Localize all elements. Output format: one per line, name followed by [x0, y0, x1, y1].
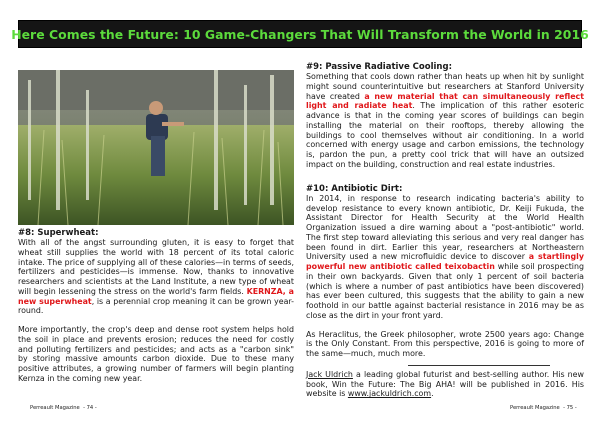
footer-left [30, 405, 97, 411]
footer-right [510, 405, 577, 411]
footer-left-page-number: - 74 - [83, 405, 97, 411]
right-column [306, 62, 584, 399]
section-10-paragraph-2: As Heraclitus, the Greek philosopher, wrote 2500 years ago: Change is the Only Constant. From this perspective, 2016 is going to more of the same—much, much more. [306, 329, 584, 359]
section-10-paragraph-1 [306, 194, 584, 321]
footer-left-magazine: Perreault Magazine [30, 405, 80, 411]
title-banner [11, 20, 589, 48]
teixobactin-highlight: a startlingly powerful new antibiotic called teixobactin [306, 252, 584, 272]
section-10-text-b: while soil prospecting in their own backyards. Given that only 1 percent of soil bacteria (which is where a number of past antibiotics have been discovered) has ever been cultured, this suggests that the ability to gain a new foothold in our battle against bacterial resistance in 2016 may be as close as the dirt in your front yard. [306, 262, 584, 320]
section-9-heading: #9: Passive Radiative Cooling: [306, 62, 452, 72]
footer-right-magazine: Perreault Magazine [510, 405, 560, 411]
section-8-heading: #8: Superwheat: [18, 228, 99, 238]
author-website-link[interactable]: www.jackuldrich.com [347, 389, 432, 399]
field-researcher-photo [18, 70, 294, 225]
bio-divider [408, 365, 550, 366]
left-column [18, 228, 294, 384]
author-bio-end: . [431, 389, 434, 399]
author-bio [306, 370, 584, 399]
section-10-text-a: In 2014, in response to research indicating bacteria's ability to develop resistance to every known antibiotic, Dr. Keiji Fukuda, the Assistant Director for Health Security at the World Health Organization issued a dire warning about a "post-antibiotic" world. The first step toward alleviating this serious and very real danger has been found in dirt. Earlier this year, researchers at Northeastern University used a new microfluidic device to discover [306, 193, 584, 262]
section-9-paragraph [306, 72, 584, 170]
page-title: Here Comes the Future: 10 Game-Changers That Will Transform the World in 2016 [11, 26, 589, 42]
section-8-paragraph-2: More importantly, the crop's deep and dense root system helps hold the soil in place and prevents erosion; reduces the need for costly and polluting fertilizers and pesticides; and acts as a "carbon sink" by storing massive amounts carbon dioxide. Due to these many positive attributes, a growing number of farmers will begin planting Kernza in the coming new year. [18, 325, 294, 383]
section-8-paragraph-1 [18, 238, 294, 316]
cooling-material-highlight: a new material that can simultaneously reflect light and radiate heat [306, 91, 584, 111]
kernza-highlight: KERNZA, a new superwheat [18, 286, 294, 306]
author-bio-text: a leading global futurist and best-selling author. His new book, Win the Future: The Big AHA! will be published in 2016. His website is [306, 369, 584, 399]
section-10-heading: #10: Antibiotic Dirt: [306, 183, 403, 194]
author-name-link[interactable]: Jack Uldrich [306, 369, 353, 379]
section-8-text-a: With all of the angst surrounding gluten, it is easy to forget that wheat still supplies the world with 18 percent of its total caloric intake. The price of supplying all of these calories—in terms of seeds, fertilizers and pesticides—is immense. Now, thanks to innovative researchers and scientists at the Land Institute, a new type of wheat will begin lessening the stress on the world's farm fields. [18, 238, 294, 296]
footer-right-page-number: - 75 - [563, 405, 577, 411]
photo-illustration [18, 70, 294, 225]
section-9-text-a: Something that cools down rather than heats up when hit by sunlight might sound counterintuitive but researchers at Stanford University have created [306, 72, 584, 101]
section-9-text-b: . The implication of this rather esoteric advance is that in the coming year scores of buildings can begin installing the material on their rooftops, thereby allowing the buildings to cool themselves without air conditioning. In a world concerned with energy usage and carbon emissions, the technology is, pardon the pun, a pretty cool trick that will have an outsized impact on the building, construction and real estate industries. [306, 101, 584, 169]
section-8-text-b: , is a perennial crop meaning it can be grown year-round. [18, 296, 294, 316]
